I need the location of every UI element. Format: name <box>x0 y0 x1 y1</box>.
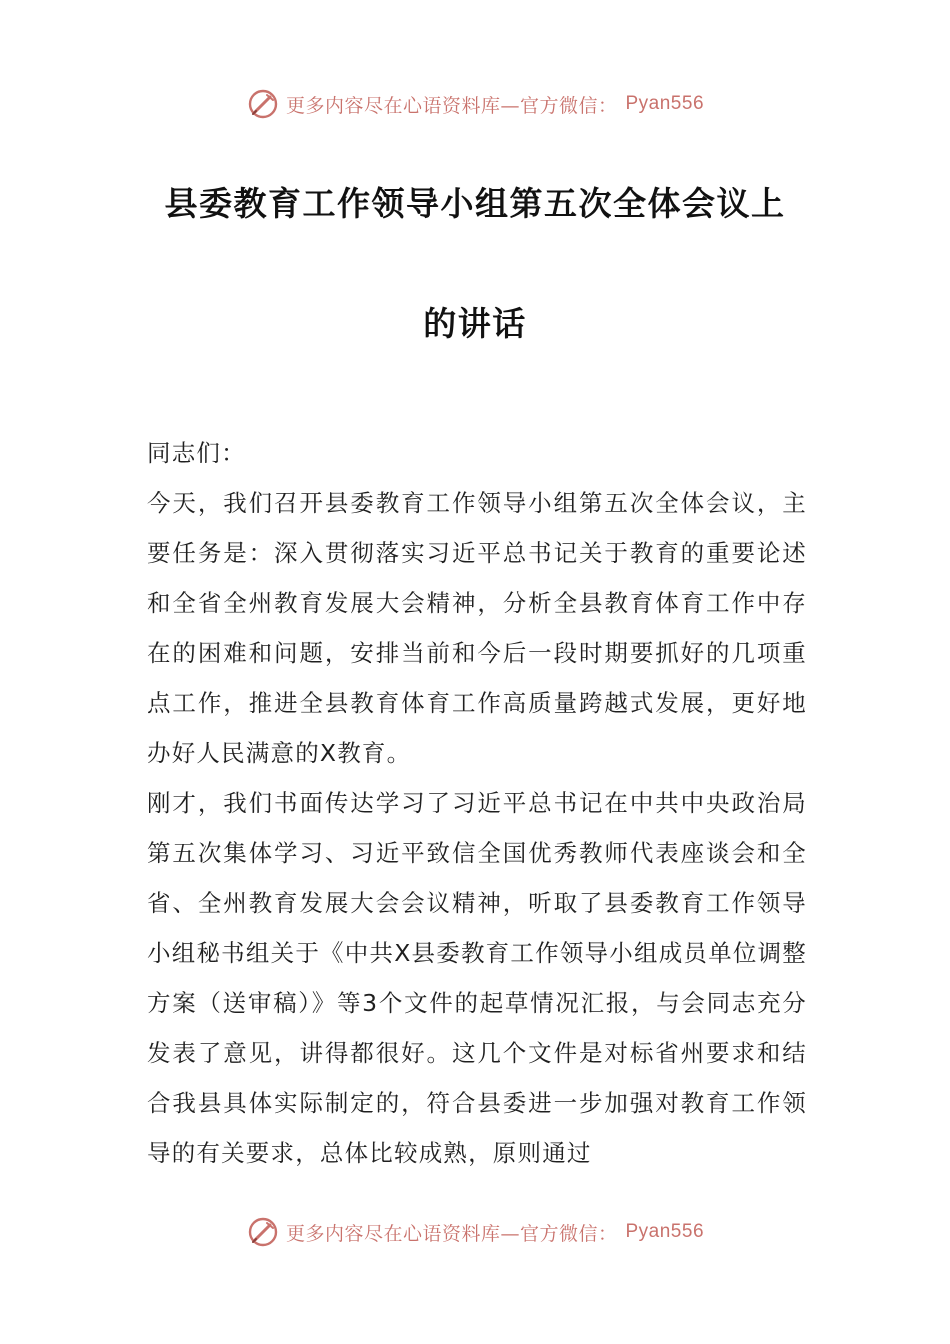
watermark-text: 更多内容尽在心语资料库—官方微信： <box>285 94 618 117</box>
watermark-wechat-id: Pyan556 <box>625 1221 705 1242</box>
document-body <box>147 428 807 1178</box>
watermark-text: 更多内容尽在心语资料库—官方微信： <box>285 1222 618 1245</box>
pen-swirl-icon <box>246 87 280 121</box>
watermark-wechat-id: Pyan556 <box>625 93 705 114</box>
header-watermark <box>0 84 950 124</box>
body-paragraph: 今天，我们召开县委教育工作领导小组第五次全体会议，主要任务是：深入贯彻落实习近平总书记关于教育的重要论述和全省全州教育发展大会精神，分析全县教育体育工作中存在的困难和问题，安排当前和今后一段时期要抓好的几项重点工作，推进全县教育体育工作高质量跨越式发展，更好地办好人民满意的X教育。 <box>147 489 807 767</box>
body-paragraph: 刚才，我们书面传达学习了习近平总书记在中共中央政治局第五次集体学习、习近平致信全国优秀教师代表座谈会和全省、全州教育发展大会会议精神，听取了县委教育工作领导小组秘书组关于《中共X县委教育工作领导小组成员单位调整方案（送审稿）》等3个文件的起草情况汇报，与会同志充分发表了意见，讲得都很好。这几个文件是对标省州要求和结合我县具体实际制定的，符合县委进一步加强对教育工作领导的有关要求，总体比较成熟，原则通过 <box>147 789 807 1167</box>
pen-swirl-icon <box>246 1215 280 1249</box>
document-title-line1: 县委教育工作领导小组第五次全体会议上 <box>164 184 786 223</box>
salutation: 同志们： <box>147 439 246 467</box>
footer-watermark <box>0 1212 950 1252</box>
document-title-line2: 的讲话 <box>423 304 527 343</box>
